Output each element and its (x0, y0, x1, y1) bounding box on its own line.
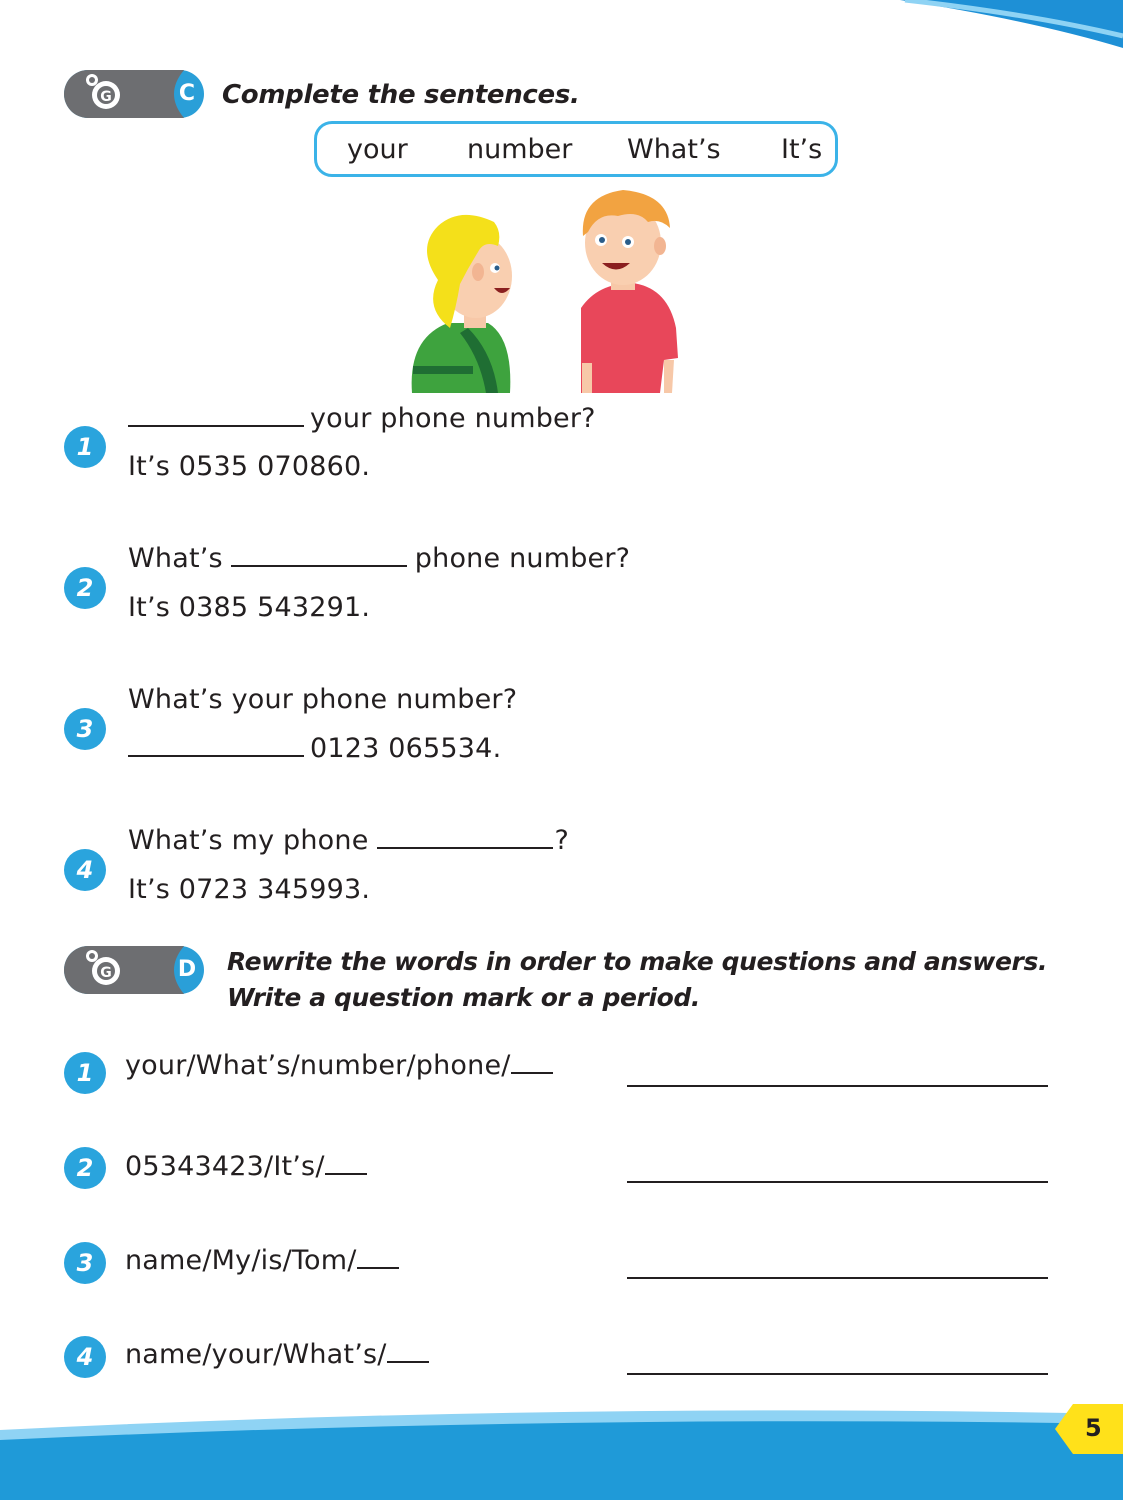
word-bank-item: number (467, 134, 573, 165)
number-circle: 4 (64, 849, 106, 891)
d-item-2-prompt-text: 05343423/It’s/ (125, 1151, 325, 1182)
svg-text:G: G (100, 965, 112, 981)
c-item-4-question (128, 825, 569, 856)
page-number-tab (1055, 1404, 1123, 1454)
c-item-2-answer: It’s 0385 543291. (128, 592, 371, 623)
number-circle: 3 (64, 1242, 106, 1284)
c-item-1-answer: It’s 0535 070860. (128, 451, 371, 482)
c-item-1-question (128, 403, 596, 434)
word-bank-item: It’s (781, 134, 823, 165)
answer-blank[interactable] (377, 825, 553, 849)
section-d-title-line-2: Write a question mark or a period. (227, 983, 700, 1012)
word-bank-item: your (347, 134, 408, 165)
section-d-letter: D (177, 957, 197, 982)
c-item-3-answer (128, 733, 501, 764)
section-c-letter: C (178, 81, 196, 106)
punctuation-blank[interactable] (387, 1339, 429, 1363)
c-item-1-question-text: your phone number? (310, 403, 596, 434)
c-item-2-question-start: What’s (128, 543, 223, 574)
d-item-3-prompt-text: name/My/is/Tom/ (125, 1245, 357, 1276)
bottom-wave-decoration (0, 1400, 1123, 1500)
section-c-title: Complete the sentences. (222, 80, 580, 110)
c-item-4-answer: It’s 0723 345993. (128, 874, 371, 905)
section-c-badge (64, 66, 209, 122)
page-number: 5 (1085, 1414, 1102, 1442)
two-boys-illustration (398, 188, 683, 393)
number-circle: 2 (64, 567, 106, 609)
top-swoosh-decoration (0, 0, 1123, 60)
number-circle: 1 (64, 1052, 106, 1094)
answer-line[interactable] (627, 1373, 1048, 1375)
word-bank-box (314, 121, 838, 177)
answer-blank[interactable] (128, 733, 304, 757)
number-circle: 2 (64, 1147, 106, 1189)
c-item-3-question: What’s your phone number? (128, 684, 518, 715)
answer-blank[interactable] (231, 543, 407, 567)
svg-text:G: G (100, 89, 112, 105)
punctuation-blank[interactable] (325, 1151, 367, 1175)
c-item-2-question-end: phone number? (414, 543, 631, 574)
number-circle: 1 (64, 426, 106, 468)
d-item-1-prompt (125, 1050, 553, 1081)
c-item-4-question-start: What’s my phone (128, 825, 369, 856)
section-d-badge (64, 942, 209, 998)
d-item-4-prompt-text: name/your/What’s/ (125, 1339, 387, 1370)
answer-blank[interactable] (128, 403, 304, 427)
word-bank-item: What’s (627, 134, 721, 165)
c-item-3-answer-text: 0123 065534. (310, 733, 502, 764)
punctuation-blank[interactable] (511, 1050, 553, 1074)
d-item-4-prompt (125, 1339, 429, 1370)
number-circle: 4 (64, 1336, 106, 1378)
answer-line[interactable] (627, 1085, 1048, 1087)
d-item-3-prompt (125, 1245, 399, 1276)
number-circle: 3 (64, 708, 106, 750)
answer-line[interactable] (627, 1277, 1048, 1279)
d-item-2-prompt (125, 1151, 367, 1182)
answer-line[interactable] (627, 1181, 1048, 1183)
punctuation-blank[interactable] (357, 1245, 399, 1269)
d-item-1-prompt-text: your/What’s/number/phone/ (125, 1050, 511, 1081)
c-item-4-question-end: ? (554, 825, 570, 856)
section-d-title-line-1: Rewrite the words in order to make questions and answers. (227, 947, 1048, 976)
c-item-2-question (128, 543, 630, 574)
